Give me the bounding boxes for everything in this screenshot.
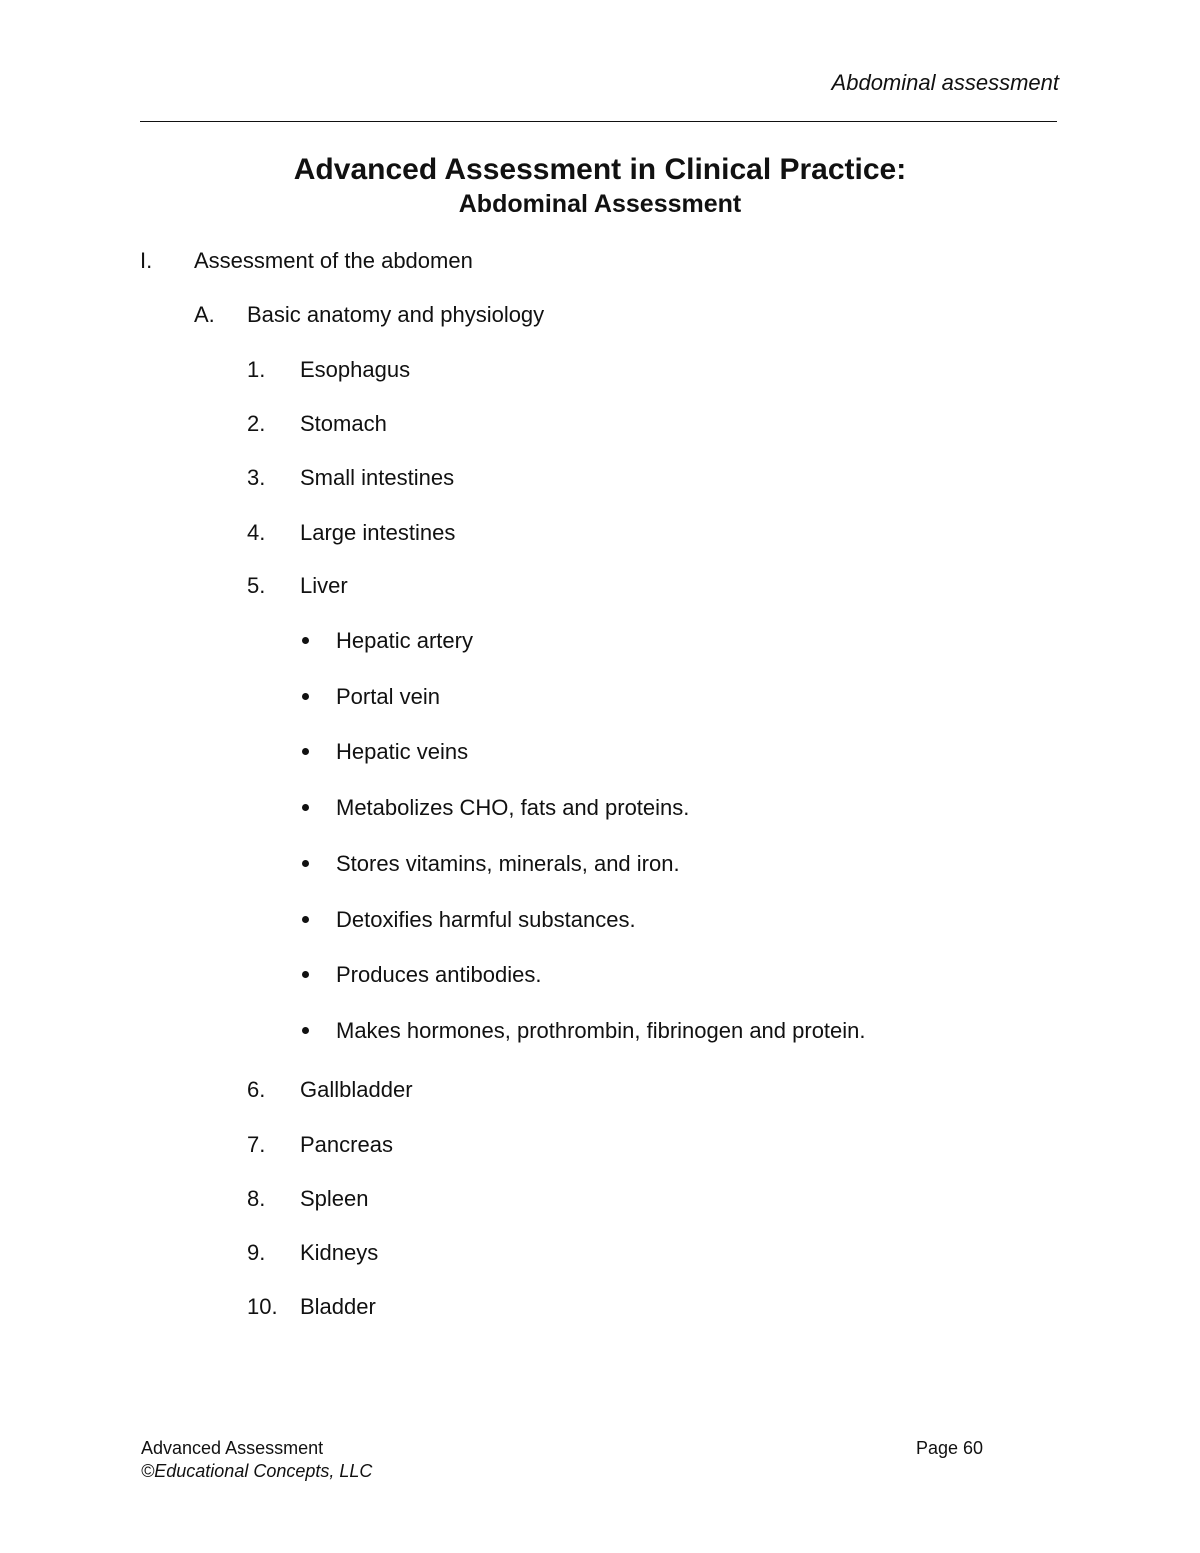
bullet-text: Metabolizes CHO, fats and proteins.	[336, 795, 690, 820]
header-divider	[140, 121, 1057, 122]
document-subtitle: Abdominal Assessment	[458, 190, 742, 218]
section-marker: I.	[140, 248, 153, 273]
bullet-text: Hepatic veins	[336, 739, 469, 764]
item-number: 5.	[247, 573, 266, 598]
page-number: Page 60	[916, 1438, 984, 1458]
footer-copyright: ©Educational Concepts, LLC	[141, 1461, 373, 1481]
item-number: 3.	[247, 465, 266, 490]
bullet-dot-icon	[302, 693, 309, 700]
item-number: 10.	[247, 1294, 278, 1319]
item-number: 8.	[247, 1186, 266, 1211]
bullet-dot-icon	[302, 804, 309, 811]
bullet-dot-icon	[302, 916, 309, 923]
item-label: Esophagus	[300, 357, 411, 382]
item-number: 9.	[247, 1240, 266, 1265]
item-number: 4.	[247, 520, 266, 545]
bullet-text: Portal vein	[336, 684, 440, 709]
subsection-label: Basic anatomy and physiology	[247, 302, 545, 327]
bullet-text: Stores vitamins, minerals, and iron.	[336, 851, 680, 876]
item-number: 1.	[247, 357, 266, 382]
bullet-text: Hepatic artery	[336, 628, 473, 653]
bullet-dot-icon	[302, 1027, 309, 1034]
subsection-marker: A.	[194, 302, 215, 327]
item-label: Liver	[300, 573, 348, 598]
item-label: Small intestines	[300, 465, 455, 490]
footer-course: Advanced Assessment	[141, 1438, 324, 1458]
item-label: Spleen	[300, 1186, 369, 1211]
item-label: Kidneys	[300, 1240, 379, 1265]
item-label: Large intestines	[300, 520, 456, 545]
bullet-dot-icon	[302, 637, 309, 644]
bullet-text: Detoxifies harmful substances.	[336, 907, 636, 932]
running-header: Abdominal assessment	[831, 70, 1059, 95]
item-label: Gallbladder	[300, 1077, 413, 1102]
item-label: Stomach	[300, 411, 387, 436]
section-label: Assessment of the abdomen	[194, 248, 473, 273]
bullet-dot-icon	[302, 971, 309, 978]
bullet-text: Makes hormones, prothrombin, fibrinogen and protein.	[336, 1018, 866, 1043]
bullet-text: Produces antibodies.	[336, 962, 542, 987]
item-label: Bladder	[300, 1294, 376, 1319]
item-label: Pancreas	[300, 1132, 393, 1157]
item-number: 2.	[247, 411, 266, 436]
item-number: 7.	[247, 1132, 266, 1157]
bullet-dot-icon	[302, 860, 309, 867]
bullet-dot-icon	[302, 748, 309, 755]
document-title: Advanced Assessment in Clinical Practice:	[293, 153, 907, 186]
item-number: 6.	[247, 1077, 266, 1102]
